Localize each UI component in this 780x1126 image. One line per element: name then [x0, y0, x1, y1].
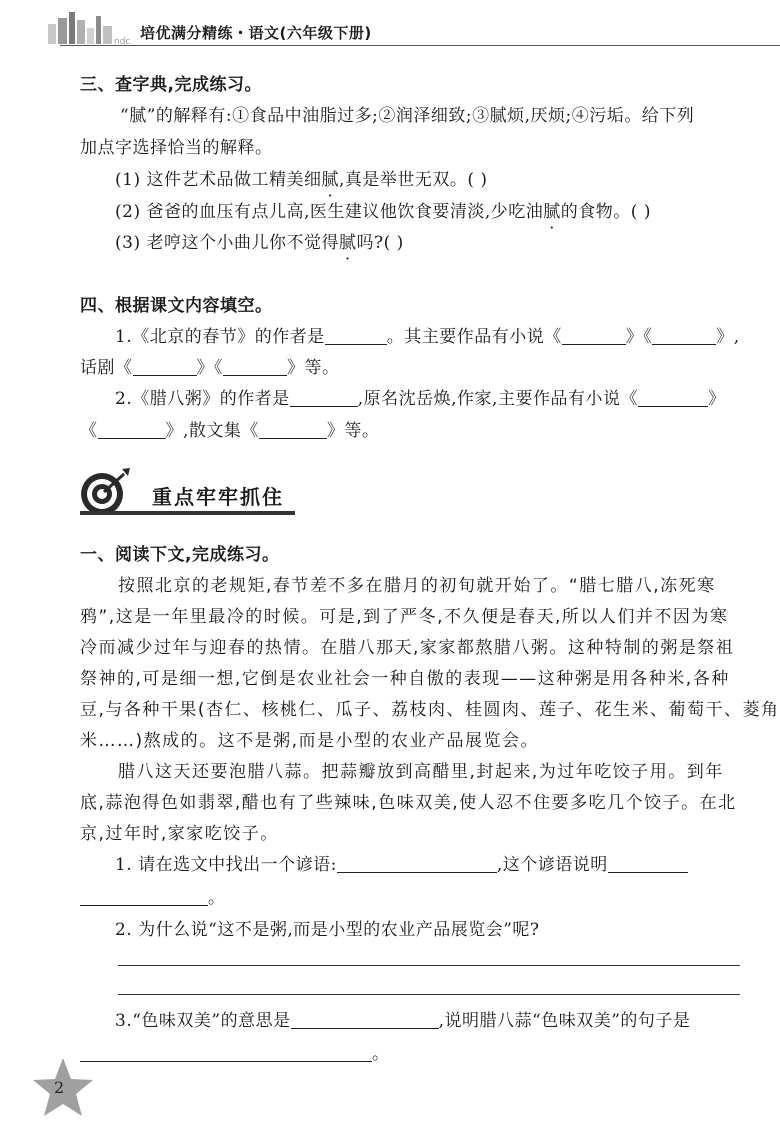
part3-intro-line-2: 加点字选择恰当的解释。 [80, 138, 273, 158]
reading-paragraph-line: 米……)熬成的。这不是粥,而是小型的农业产品展览会。 [80, 731, 540, 751]
answer-blank[interactable] [652, 326, 716, 345]
answer-blank[interactable] [133, 357, 197, 376]
answer-line[interactable] [118, 994, 740, 995]
header-title: 培优满分精练・语文(六年级下册) [140, 24, 372, 42]
answer-blank[interactable] [290, 388, 358, 407]
answer-blank[interactable] [608, 854, 688, 873]
answer-blank[interactable] [291, 1010, 439, 1029]
answer-line[interactable] [118, 965, 740, 966]
section-title: 重点牢牢抓住 [152, 485, 284, 509]
header-divider [60, 45, 780, 46]
reading-question-1-line-1: 1. 请在选文中找出一个谚语: ,这个谚语说明 [115, 853, 688, 877]
answer-blank[interactable] [223, 357, 287, 376]
reading-question-3-line-2: 。 [80, 1042, 390, 1066]
answer-blank[interactable] [80, 887, 208, 906]
section-title-underline [80, 511, 295, 515]
answer-blank[interactable] [337, 854, 497, 873]
answer-blank[interactable] [562, 326, 626, 345]
answer-blank[interactable] [98, 420, 166, 439]
dotted-char: 腻 [338, 233, 357, 253]
reading-paragraph-line: 豆,与各种干果(杏仁、核桃仁、瓜子、荔枝肉、桂圆肉、莲子、花生米、葡萄干、菱角 [80, 700, 780, 720]
part3-question-2: (2) 爸爸的血压有点儿高,医生建议他饮食要清淡,少吃油腻的食物。( ) [115, 202, 651, 222]
answer-blank[interactable] [638, 388, 708, 407]
part4-heading: 四、根据课文内容填空。 [80, 296, 273, 316]
reading-heading: 一、阅读下文,完成练习。 [80, 545, 280, 565]
part4-question-1-line-2: 话剧《 》《 》等。 [80, 358, 340, 378]
reading-paragraph-line: 底,蒜泡得色如翡翠,醋也有了些辣味,色味双美,使人忍不住要多吃几个饺子。在北 [80, 793, 737, 813]
answer-blank[interactable] [80, 1043, 372, 1062]
reading-paragraph-line: 京,过年时,家家吃饺子。 [80, 824, 279, 844]
reading-paragraph-line: 按照北京的老规矩,春节差不多在腊月的初旬就开始了。“腊七腊八,冻死寒 [118, 576, 716, 596]
part3-question-1: (1) 这件艺术品做工精美细腻,真是举世无双。( ) [115, 170, 488, 190]
answer-blank[interactable] [259, 420, 327, 439]
header-logo [38, 10, 138, 46]
reading-paragraph-line: 鸦”,这是一年里最冷的时候。可是,到了严冬,不久便是春天,所以人们并不因为寒 [80, 607, 729, 627]
part3-heading: 三、查字典,完成练习。 [80, 75, 262, 95]
reading-question-1-line-2: 。 [80, 886, 226, 910]
part4-question-1-line-1: 1.《北京的春节》的作者是 。其主要作品有小说《 》《 》, [115, 327, 740, 347]
part4-question-2-line-2: 《 》,散文集《 》等。 [80, 421, 380, 441]
part3-question-3: (3) 老哼这个小曲儿你不觉得腻吗?( ) [115, 233, 404, 253]
answer-blank[interactable] [325, 326, 387, 345]
reading-paragraph-line: 祭神的,可是细一想,它倒是农业社会一种自傲的表现——这种粥是用各种米,各种 [80, 669, 730, 689]
svg-text:ndc: ndc [114, 37, 131, 46]
page-number: 2 [54, 1078, 65, 1097]
reading-paragraph-line: 腊八这天还要泡腊八蒜。把蒜瓣放到高醋里,封起来,为过年吃饺子用。到年 [118, 762, 724, 782]
reading-question-2: 2. 为什么说“这不是粥,而是小型的农业产品展览会”呢? [115, 920, 540, 940]
part4-question-2-line-1: 2.《腊八粥》的作者是 ,原名沈岳焕,作家,主要作品有小说《 》 [115, 389, 726, 409]
reading-paragraph-line: 冷而减少过年与迎春的热情。在腊八那天,家家都熬腊八粥。这种特制的粥是祭祖 [80, 638, 735, 658]
dotted-char: 腻 [543, 202, 561, 222]
dotted-char: 腻 [321, 170, 339, 190]
reading-question-3-line-1: 3.“色味双美”的意思是 ,说明腊八蒜“色味双美”的句子是 [115, 1011, 691, 1031]
part3-intro-line-1: “腻”的解释有:①食品中油脂过多;②润泽细致;③腻烦,厌烦;④污垢。给下列 [120, 106, 695, 126]
